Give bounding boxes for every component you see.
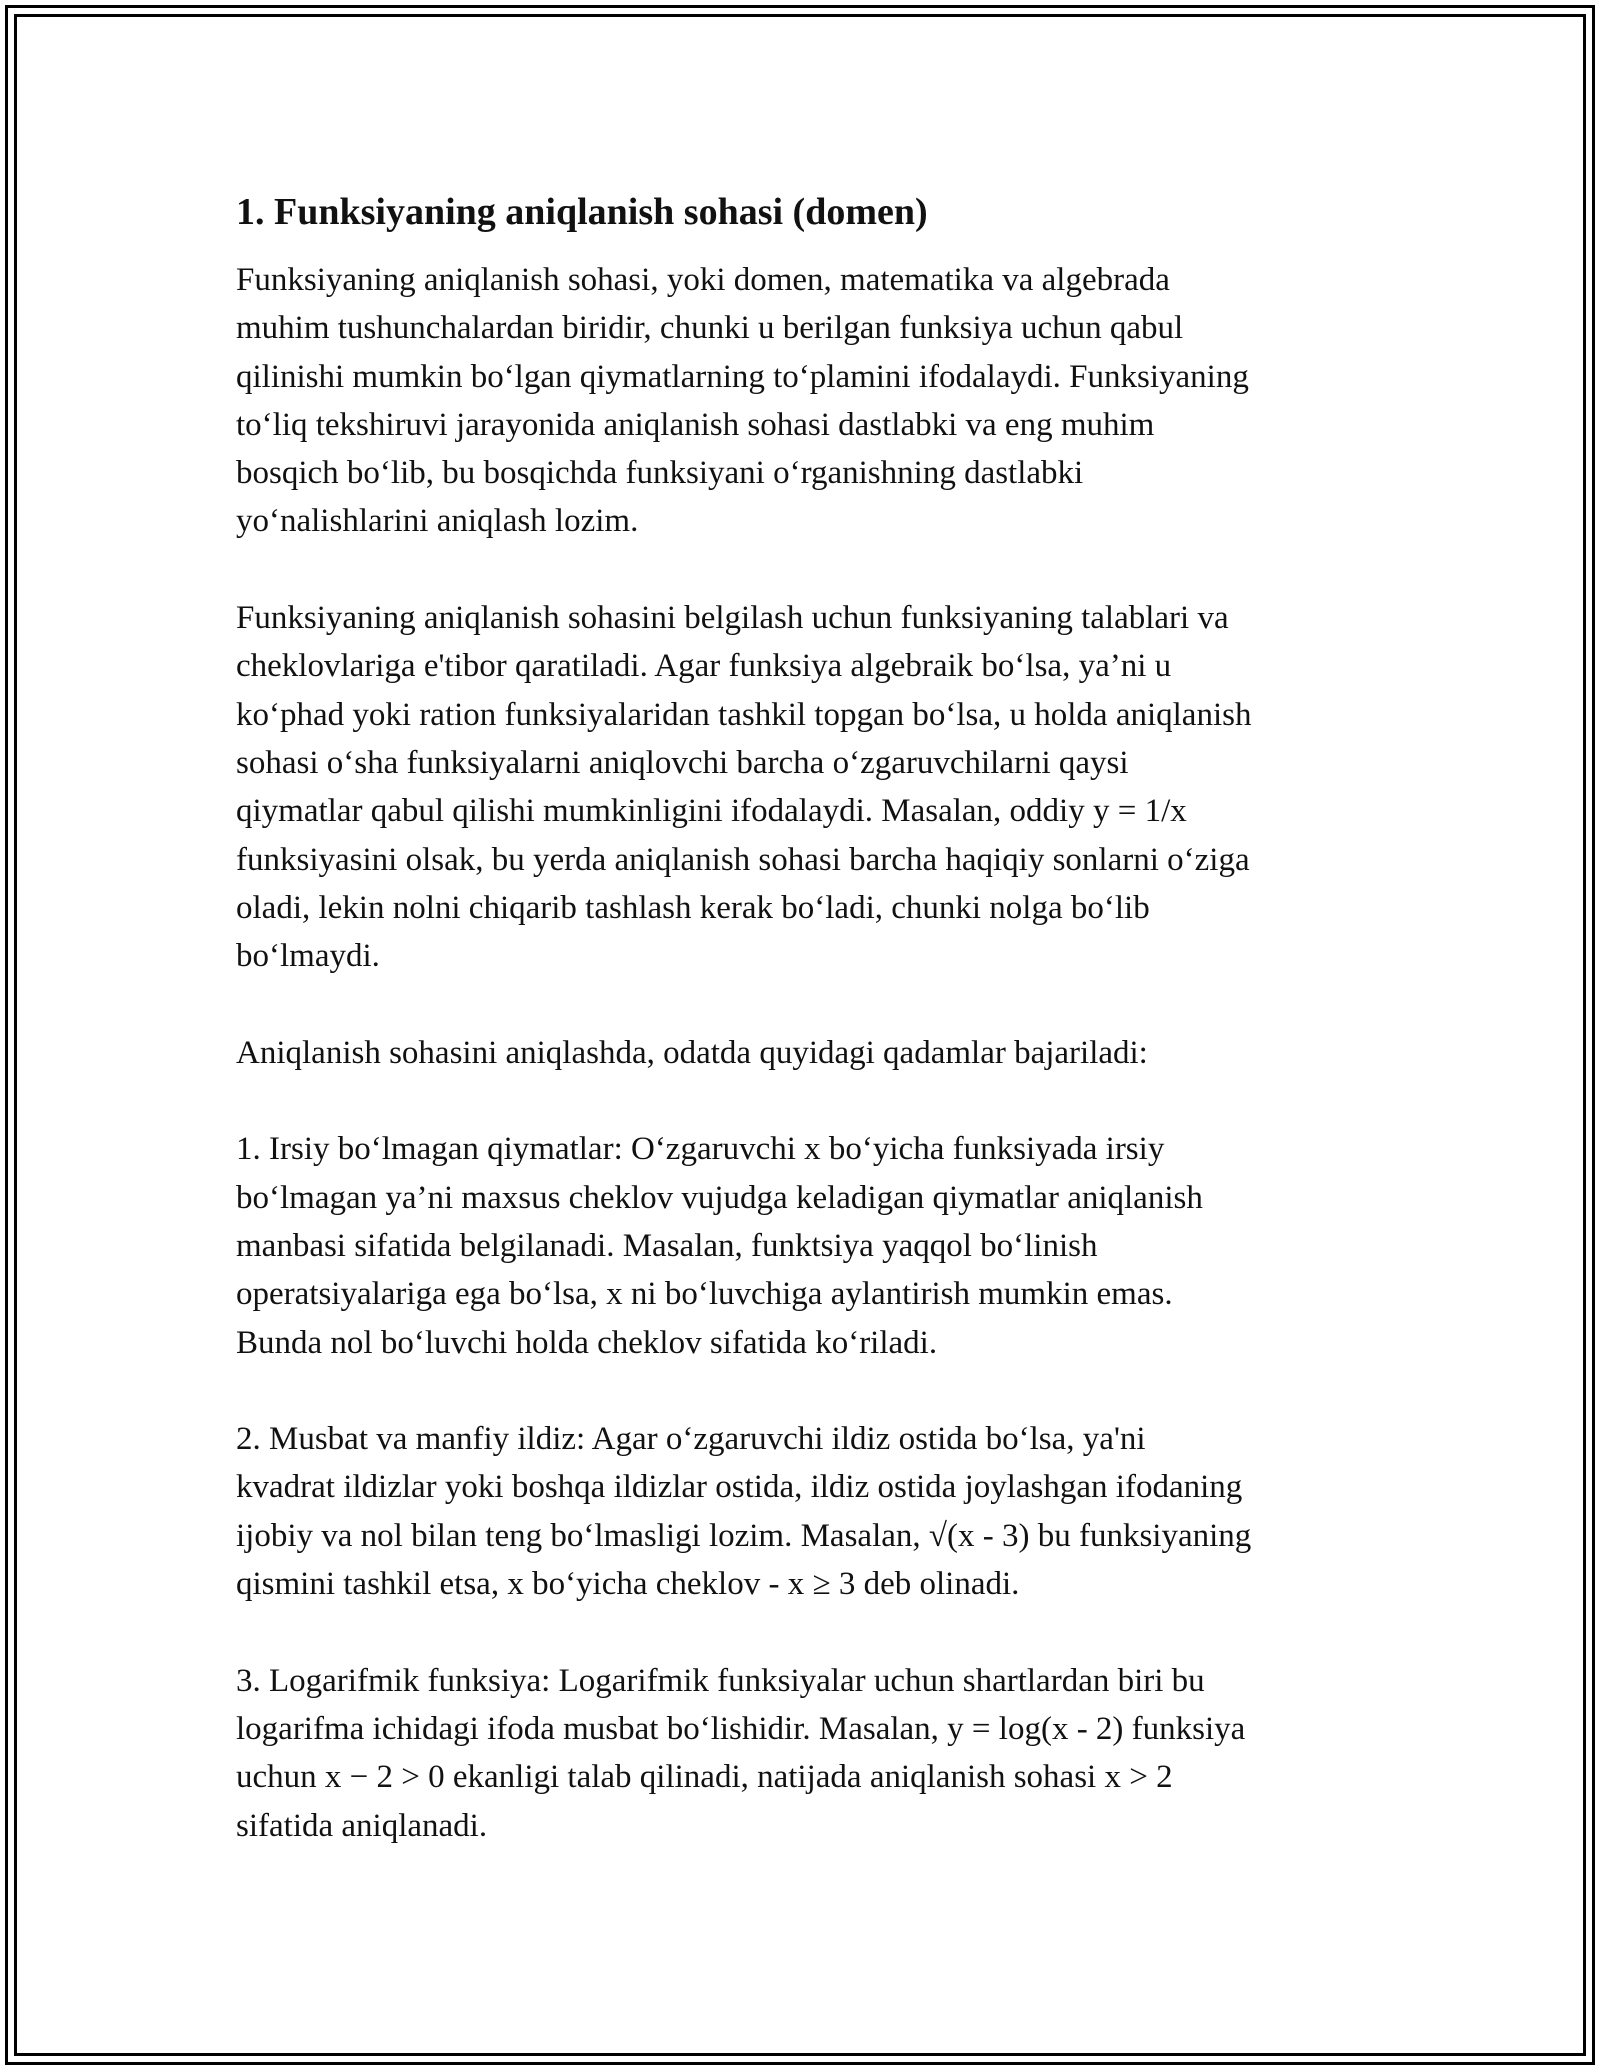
list-item-step-1: 1. Irsiy bo‘lmagan qiymatlar: O‘zgaruvchi x bo‘yicha funksiyada irsiy bo‘lmagan ya’ni maxsus cheklov vujudga keladigan qiymatlar aniqlanish manbasi sifatida belgilanadi. Masalan, funktsiya yaqqol bo‘linish operatsiyalariga ega bo‘lsa, x ni bo‘luvchiga aylantirish mumkin emas. Bunda nol bo‘luvchi holda cheklov sifatida ko‘riladi. bbox=[236, 1131, 1203, 1361]
list-item-step-2: 2. Musbat va manfiy ildiz: Agar o‘zgaruvchi ildiz ostida bo‘lsa, ya'ni kvadrat ildizlar yoki boshqa ildizlar ostida, ildiz ostida joylashgan ifodaning ijobiy va nol bilan teng bo‘lmasligi lozim. Masalan, √(x - 3) bu funksiyaning qismini tashkil etsa, x bo‘yicha cheklov - x ≥ 3 deb olinadi. bbox=[236, 1421, 1252, 1603]
paragraph-requirements: Funksiyaning aniqlanish sohasini belgilash uchun funksiyaning talablari va cheklovlariga e'tibor qaratiladi. Agar funksiya algebraik bo‘lsa, ya’ni u ko‘phad yoki ration funksiyalaridan tashkil topgan bo‘lsa, u holda aniqlanish sohasi o‘sha funksiyalarni aniqlovchi barcha o‘zgaruvchilarni qaysi qiymatlar qabul qilishi mumkinligini ifodalaydi. Masalan, oddiy y = 1/x funksiyasini olsak, bu yerda aniqlanish sohasi barcha haqiqiy sonlarni o‘ziga oladi, lekin nolni chiqarib tashlash kerak bo‘ladi, chunki nolga bo‘lib bo‘lmaydi. bbox=[236, 600, 1252, 975]
paragraph-intro: Funksiyaning aniqlanish sohasi, yoki domen, matematika va algebrada muhim tushunchalardan biridir, chunki u berilgan funksiya uchun qabul qilinishi mumkin bo‘lgan qiymatlarning to‘plamini ifodalaydi. Funksiyaning to‘liq tekshiruvi jarayonida aniqlanish sohasi dastlabki va eng muhim bosqich bo‘lib, bu bosqichda funksiyani o‘rganishning dastlabki yo‘nalishlarini aniqlash lozim. bbox=[236, 262, 1249, 540]
document-body bbox=[236, 188, 1376, 1898]
list-item-step-3: 3. Logarifmik funksiya: Logarifmik funksiyalar uchun shartlardan biri bu logarifma ichidagi ifoda musbat bo‘lishidir. Masalan, y = log(x - 2) funksiya uchun x − 2 > 0 ekanligi talab qilinadi, natijada aniqlanish sohasi x > 2 sifatida aniqlanadi. bbox=[236, 1662, 1246, 1844]
paragraph-steps-intro: Aniqlanish sohasini aniqlashda, odatda quyidagi qadamlar bajariladi: bbox=[236, 1034, 1148, 1071]
section-heading: 1. Funksiyaning aniqlanish sohasi (domen) bbox=[236, 191, 928, 233]
